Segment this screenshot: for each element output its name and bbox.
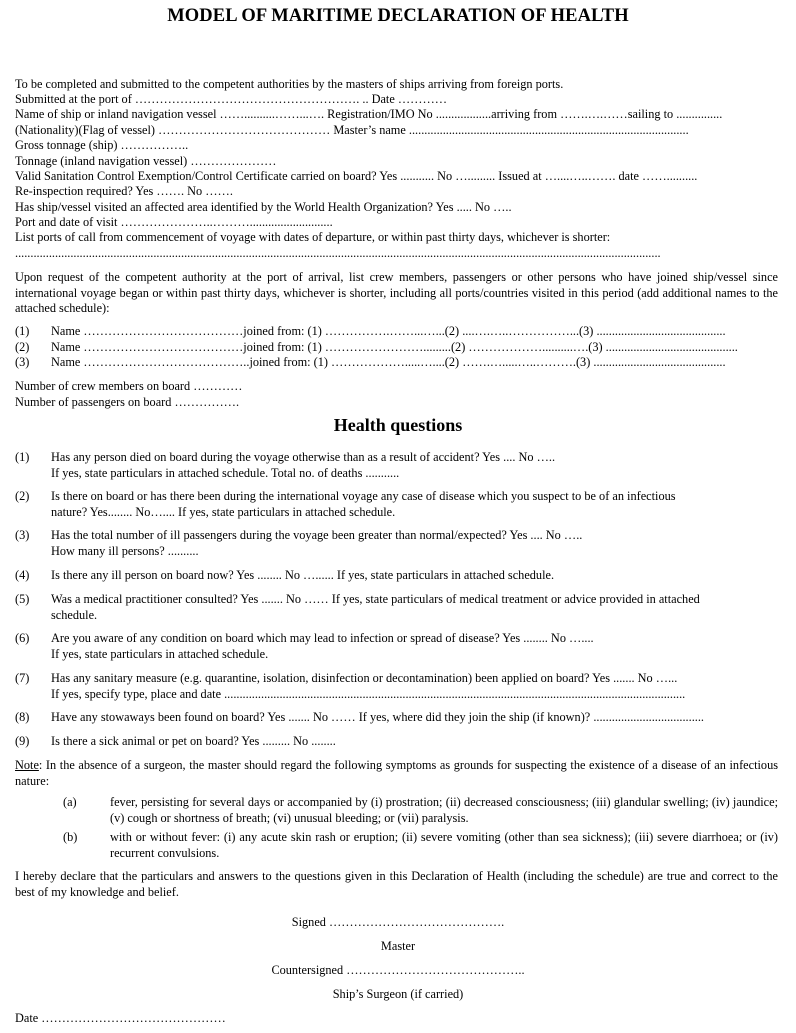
- note-item-number: (b): [63, 830, 78, 844]
- question-3[interactable]: [51, 528, 778, 559]
- submitted-port-line[interactable]: Submitted at the port of ………………………………………………. .. Date …………: [15, 92, 448, 106]
- note-label: Note: [15, 758, 39, 772]
- question-line: Have any stowaways been found on board? Yes ....... No …… If yes, where did they join the ship (if known)? ....................................: [51, 710, 704, 724]
- question-line: Has any person died on board during the voyage otherwise than as a result of accident? Yes .... No …..: [51, 450, 556, 464]
- note-text: : In the absence of a surgeon, the master should regard the following symptoms as grounds for suspecting the existence of a disease of an infectious nature:: [15, 758, 778, 788]
- date-field[interactable]: Date ………………………………………: [15, 1011, 226, 1025]
- question-line: If yes, state particulars in attached schedule. Total no. of deaths ...........: [51, 465, 400, 480]
- who-area-line[interactable]: Has ship/vessel visited an affected area identified by the World Health Organization? Yes ..... No …..: [15, 200, 512, 214]
- passenger-count-line[interactable]: Number of passengers on board …………….: [15, 395, 240, 409]
- question-line: Is there any ill person on board now? Yes ........ No …...... If yes, state particulars in attached schedule.: [51, 568, 555, 582]
- question-line: Has any sanitary measure (e.g. quarantine, isolation, disinfection or decontamination) been applied on board? Yes ....... No …...: [51, 671, 678, 685]
- question-line: Are you aware of any condition on board which may lead to infection or spread of disease? Yes ........ No …....: [51, 631, 594, 645]
- name-row-2[interactable]: Name …………………………………joined from: (1) …………………….........(2) ………………..........….(3) ...........................................: [51, 340, 738, 354]
- intro-text: To be completed and submitted to the competent authorities by the masters of ships arriving from foreign ports.: [15, 77, 564, 91]
- question-1[interactable]: [51, 450, 778, 481]
- question-5[interactable]: [51, 592, 778, 623]
- port-date-line[interactable]: Port and date of visit …………………..………...........................: [15, 215, 333, 229]
- nationality-line[interactable]: (Nationality)(Flag of vessel) …………………………………… Master’s name ...........................................................................................: [15, 123, 689, 137]
- question-line: Has the total number of ill passengers during the voyage been greater than normal/expected? Yes .... No …..: [51, 528, 583, 542]
- declaration-text: I hereby declare that the particulars and answers to the questions given in this Declaration of Health (including the schedule) are true and correct to the best of my knowledge and belief.: [15, 869, 778, 899]
- question-line: schedule.: [51, 607, 98, 622]
- question-line: Was a medical practitioner consulted? Yes ....... No …… If yes, state particulars of medical treatment or advice provided in attached: [51, 592, 700, 606]
- ship-name-line[interactable]: Name of ship or inland navigation vessel ……..........……...…. Registration/IMO No ..................arriving from …….….……sailing to ...............: [15, 107, 723, 121]
- question-9[interactable]: [51, 734, 778, 750]
- question-number: (5): [15, 592, 30, 606]
- question-line: Is there a sick animal or pet on board? Yes ......... No ........: [51, 734, 336, 748]
- signed-field[interactable]: Signed …………………………………….: [291, 915, 505, 929]
- question-number: (7): [15, 671, 30, 685]
- note-item-number: (a): [63, 795, 77, 809]
- question-number: (3): [15, 528, 30, 542]
- question-8[interactable]: [51, 710, 778, 726]
- name-row-number: (2): [15, 340, 30, 354]
- question-number: (6): [15, 631, 30, 645]
- ports-of-call-field[interactable]: ..................................................................................................................................................................................................................: [15, 246, 661, 260]
- question-line: Is there on board or has there been during the international voyage any case of disease which you suspect to be of an infectious: [51, 489, 676, 503]
- question-line: How many ill persons? ..........: [51, 543, 199, 558]
- question-6[interactable]: [51, 631, 778, 662]
- question-number: (9): [15, 734, 30, 748]
- question-number: (1): [15, 450, 30, 464]
- question-line: nature? Yes........ No….... If yes, state particulars in attached schedule.: [51, 504, 396, 519]
- ports-of-call-label: List ports of call from commencement of voyage with dates of departure, or within past thirty days, whichever is shorter:: [15, 230, 611, 244]
- note-paragraph: [15, 758, 778, 789]
- name-row-number: (1): [15, 324, 30, 338]
- surgeon-label: Ship’s Surgeon (if carried): [332, 987, 464, 1001]
- page-title: MODEL OF MARITIME DECLARATION OF HEALTH: [167, 6, 629, 26]
- countersigned-field[interactable]: Countersigned ……………………………………..: [271, 963, 525, 977]
- question-line: If yes, specify type, place and date ......................................................................................................................................................: [51, 686, 686, 701]
- question-4[interactable]: [51, 568, 778, 584]
- question-line: If yes, state particulars in attached schedule.: [51, 646, 269, 661]
- question-number: (4): [15, 568, 30, 582]
- name-row-1[interactable]: Name …………………………………joined from: (1) …………….……...…...(2) ....….…..……………...(3) ..........................................: [51, 324, 726, 338]
- name-row-number: (3): [15, 355, 30, 369]
- note-item-b: with or without fever: (i) any acute skin rash or eruption; (ii) severe vomiting (other than sea sickness); (iii) severe diarrhoea; or (iv) recurrent convulsions.: [110, 830, 778, 860]
- tonnage-inland-line[interactable]: Tonnage (inland navigation vessel) …………………: [15, 154, 277, 168]
- sanitation-certificate-line[interactable]: Valid Sanitation Control Exemption/Control Certificate carried on board? Yes ........... No …......... Issued at …....…..……. date ……..........: [15, 169, 698, 183]
- question-number: (2): [15, 489, 30, 503]
- note-item-a: fever, persisting for several days or accompanied by (i) prostration; (ii) decreased consciousness; (iii) glandular swelling; (iv) jaundice; (v) cough or shortness of breath; (vi) unusual bleeding; or (vii) paralysis.: [110, 795, 778, 825]
- question-7[interactable]: [51, 671, 778, 702]
- question-number: (8): [15, 710, 30, 724]
- crew-count-line[interactable]: Number of crew members on board …………: [15, 379, 243, 393]
- gross-tonnage-line[interactable]: Gross tonnage (ship) ……………..: [15, 138, 189, 152]
- master-label: Master: [380, 939, 416, 953]
- name-row-3[interactable]: Name …………………………………..joined from: (1) ……………….....…....(2) …….….....…..……….(3) ...........................................: [51, 355, 726, 369]
- reinspection-line[interactable]: Re-inspection required? Yes ……. No …….: [15, 184, 233, 198]
- crew-request-text: Upon request of the competent authority at the port of arrival, list crew members, passengers or other persons who have joined ship/vessel since international voyage began or within past thirty days, whichever is shorter, including all ports/countries visited in this period (add additional names to the attached schedule):: [15, 270, 778, 315]
- health-questions-heading: Health questions: [333, 415, 463, 435]
- question-2[interactable]: [51, 489, 778, 520]
